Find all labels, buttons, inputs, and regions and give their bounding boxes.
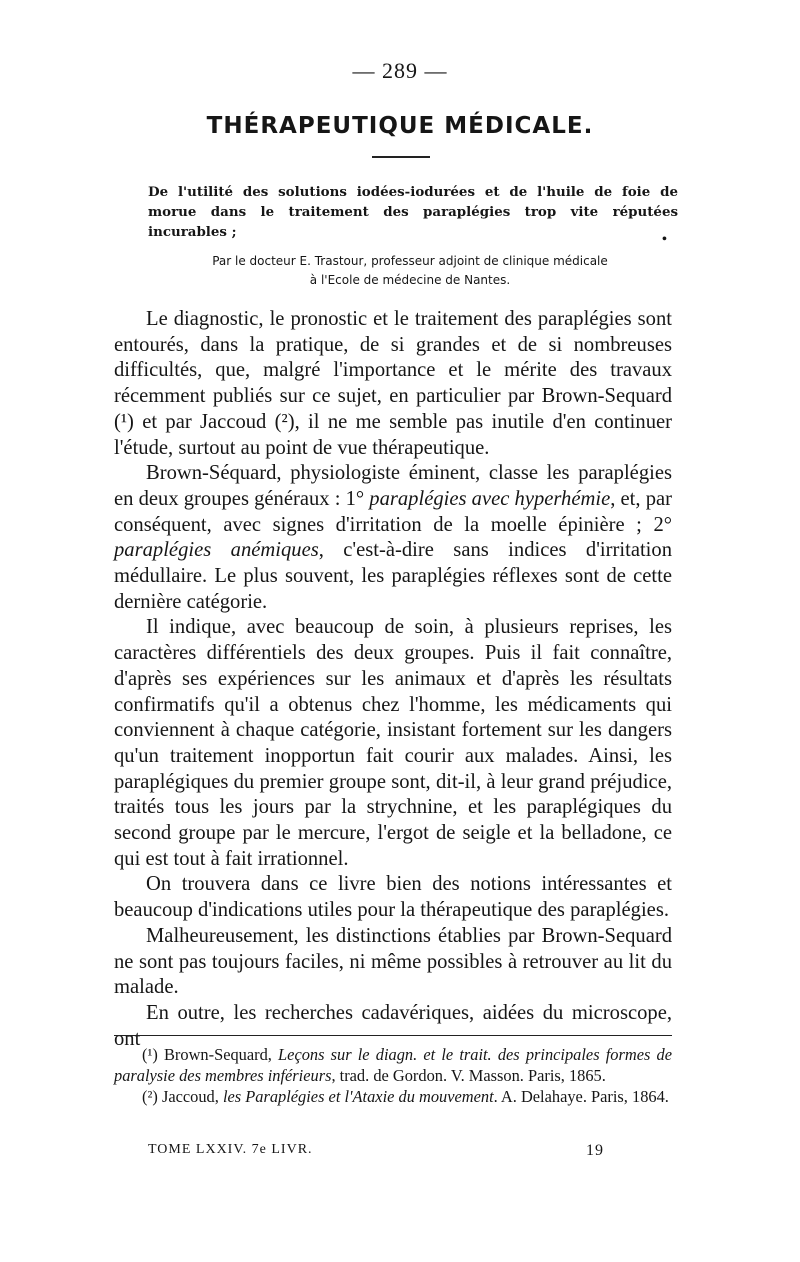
footnote-2-title: les Paraplégies et l'Ataxie du mouvement bbox=[222, 1087, 494, 1106]
footnote-1-title: Leçons sur le diagn. et le trait. des principales formes de paralysie des membres inférieurs bbox=[114, 1045, 672, 1085]
volume-signature: TOME LXXIV. 7e LIVR. bbox=[148, 1142, 313, 1157]
paragraph-4: On trouvera dans ce livre bien des notions intéressantes et beaucoup d'indications utiles pour la thérapeutique des paraplégies. bbox=[114, 873, 672, 922]
paragraph-6: En outre, les recherches cadavériques, aidées du microscope, ont bbox=[114, 1001, 672, 1050]
article-title-line-2: de morue dans le traitement des paraplégies trop vite réputées bbox=[148, 184, 678, 220]
paragraph-5: Malheureusement, les distinctions établies par Brown-Sequard ne sont pas toujours faciles, ni même possibles à retrouver au lit du malade. bbox=[114, 924, 672, 999]
printer-mark: • bbox=[662, 232, 667, 247]
footnote-2 bbox=[114, 1086, 672, 1107]
page-number: — 289 — bbox=[352, 58, 448, 83]
signature-line bbox=[148, 1142, 604, 1158]
paragraph-2 bbox=[114, 461, 672, 615]
title-divider bbox=[372, 156, 430, 158]
paragraph-2-text-c: , c'est-à-dire sans indices d'irritation médullaire. Le plus souvent, les paraplégies réflexes sont de cette dernière catégorie. bbox=[114, 539, 672, 613]
footnote-1-publisher: , trad. de Gordon. V. Masson. Paris, 1865. bbox=[331, 1066, 606, 1085]
byline-line-2: à l'Ecole de médecine de Nantes. bbox=[309, 273, 511, 287]
footnote-2-mark: (²) bbox=[142, 1087, 162, 1106]
section-title: THÉRAPEUTIQUE MÉDICALE. bbox=[206, 113, 594, 139]
byline-line-1: Par le docteur E. Trastour, professeur adjoint de clinique médicale bbox=[212, 254, 608, 268]
footnote-1-mark: (¹) bbox=[142, 1045, 164, 1064]
footnote-2-publisher: . A. Delahaye. Paris, 1864. bbox=[493, 1087, 669, 1106]
footnotes bbox=[114, 1044, 672, 1107]
article-title bbox=[148, 182, 678, 242]
paragraph-3: Il indique, avec beaucoup de soin, à plusieurs reprises, les caractères différentiels des deux groupes. Puis il fait connaître, d'après ses expériences sur les animaux et d'après les résultats confirmatifs qu'il a obtenus chez l'homme, les médicaments qui conviennent à chaque catégorie, insistant fortement sur les dangers qu'un traitement inopportun fait courir aux malades. Ainsi, les paraplégiques du premier groupe sont, dit-il, à leur grand préjudice, traités tous les jours par la strychnine, et les paraplégiques du second groupe par le mercure, l'ergot de seigle et la belladone, ce qui est tout à fait irrationnel. bbox=[114, 616, 672, 870]
footnote-divider bbox=[114, 1035, 672, 1036]
paragraph-2-italic-2: paraplégies anémiques bbox=[114, 539, 319, 562]
byline bbox=[150, 252, 670, 290]
article-title-line-1: De l'utilité des solutions iodées-iodurées et de l'huile de foie bbox=[148, 184, 651, 200]
paragraph-2-italic-1: paraplégies avec hyperhémie bbox=[369, 487, 611, 510]
paragraph-2-text-b: , et, par conséquent, avec signes d'irritation de la moelle épinière ; 2° bbox=[114, 487, 672, 536]
footnote-1 bbox=[114, 1044, 672, 1086]
sheet-number: 19 bbox=[586, 1142, 604, 1159]
article-body bbox=[114, 307, 672, 1052]
paragraph-2-text-a: Brown-Séquard, physiologiste éminent, classe les paraplégies en deux groupes généraux : 1° bbox=[114, 462, 672, 510]
paragraph-1: Le diagnostic, le pronostic et le traitement des paraplégies sont entourés, dans la pratique, de si grandes et de si nombreuses difficultés, que, malgré l'importance et le mérite des travaux récemment publiés sur ce sujet, en particulier par Brown-Sequard (¹) et par Jaccoud (²), il ne me semble pas inutile d'en continuer l'étude, surtout au point de vue thérapeutique. bbox=[114, 308, 672, 459]
footnote-2-author: Jaccoud, bbox=[161, 1087, 223, 1106]
footnote-1-author: Brown-Sequard, bbox=[164, 1045, 279, 1064]
article-title-line-3: incurables ; bbox=[148, 224, 237, 240]
